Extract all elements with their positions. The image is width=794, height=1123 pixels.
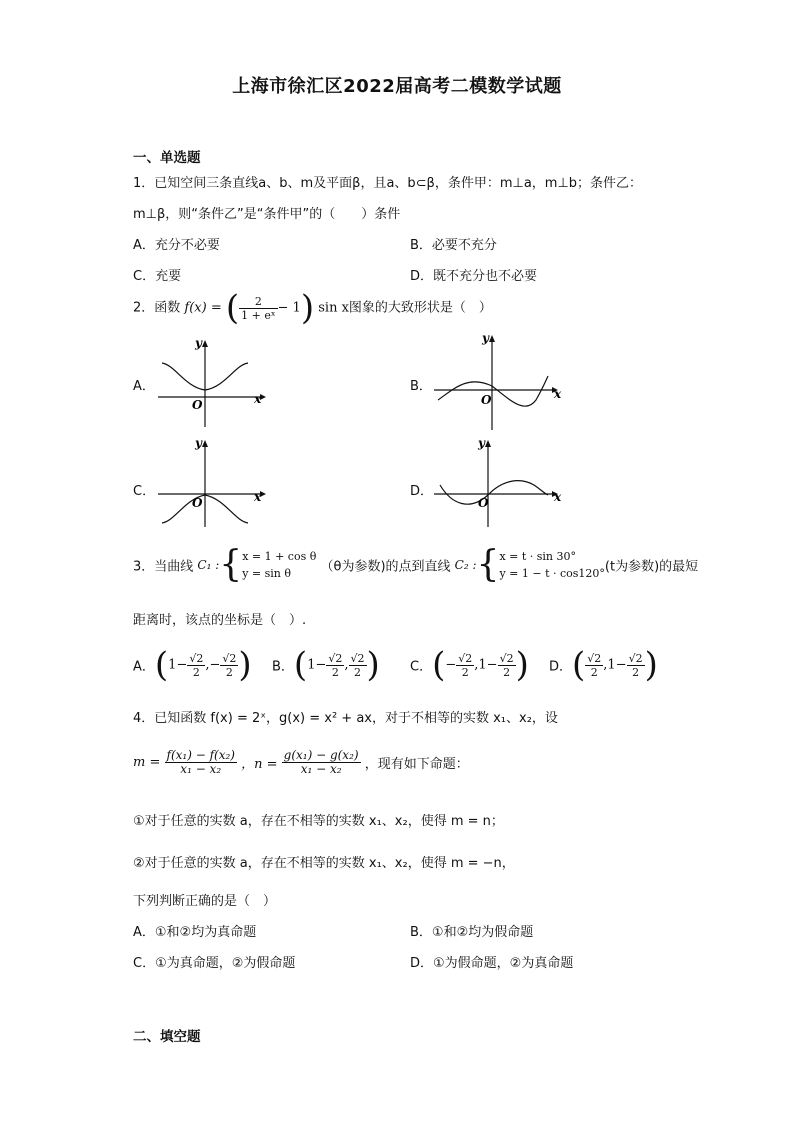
graph-a-x-label: x [254,392,262,406]
question-2-prefix: 2．函数 [133,300,181,316]
question-3-c2-eq2: y = 1 − t · cos120° [499,567,605,580]
question-3-option-b[interactable]: B．(1− $\frac{√2}{2}$ , $\frac{√2}{2}$ ) [272,645,380,685]
question-3-c2: C₂ : [454,558,477,572]
question-1-option-d[interactable]: D．既不充分也不必要 [410,269,538,284]
question-4-m-num: f(x₁) − f(x₂) [166,748,235,762]
question-1-option-b[interactable]: B．必要不充分 [410,238,497,253]
graph-d-y-label: y [478,436,485,450]
question-2-minus-one: − 1 [277,300,301,316]
question-2-frac-den: 1 + eˣ [241,308,276,322]
question-3-prefix: 3．当曲线 [133,559,194,575]
graph-a-origin-label: O [192,398,203,412]
question-4-n-den: x₁ − x₂ [300,762,342,776]
question-4-m-n-definition [133,749,469,776]
question-1-option-a[interactable]: A．充分不必要 [133,238,220,253]
graph-c-origin-label: O [192,496,203,510]
question-4-option-a[interactable]: A．①和②均为真命题 [133,925,257,940]
question-3-line2: 距离时，该点的坐标是（ ）. [133,613,307,628]
question-2-frac-num: 2 [239,295,277,309]
graph-c-x-label: x [254,490,262,504]
question-3-c1: C₁ : [197,558,220,572]
graph-c-y-label: y [195,436,202,450]
section-heading-single-choice: 一、单选题 [133,150,201,166]
question-1-option-c[interactable]: C．充要 [133,269,182,284]
question-2-option-b-label[interactable]: B． [410,379,432,394]
question-2-graph-b[interactable] [430,330,570,435]
question-3-mid: （θ为参数)的点到直线 [320,559,451,575]
question-4-option-b[interactable]: B．①和②均为假命题 [410,925,534,940]
question-4-m-den: x₁ − x₂ [180,762,222,776]
question-2-graph-c[interactable] [150,435,270,530]
question-2-suffix: 图象的大致形状是（ ） [348,300,492,316]
question-2-graph-a[interactable] [150,335,270,430]
question-3-c1-eq2: y = sin θ [242,567,291,580]
graph-b-origin-label: O [481,393,492,407]
question-1-text-line1: 1．已知空间三条直线a、b、m及平面β，且a、b⊂β，条件甲：m⊥a，m⊥b；条件乙： [133,176,643,191]
question-2-fx: f(x) = [184,300,222,316]
graph-b-x-label: x [554,387,562,401]
graph-d-x-label: x [554,490,562,504]
question-1-text-line2: m⊥β，则“条件乙”是“条件甲”的（ ）条件 [133,207,401,222]
question-3-suffix: (t为参数)的最短 [604,559,699,575]
question-2-option-d-label[interactable]: D． [410,484,434,499]
question-4-line1: 4．已知函数 f(x) = 2ˣ，g(x) = x² + ax，对于不相等的实数 x₁、x₂，设 [133,711,558,726]
question-2-sinx: sin x [318,300,349,316]
question-2-stem: 2．函数 f(x) = ( $\frac{2}{\text{1 + eˣ}}$ − 1) sin x图象的大致形状是（ ） [133,288,492,328]
question-4-n-num: g(x₁) − g(x₂) [283,748,359,762]
question-2-option-c-label[interactable]: C． [133,484,156,499]
question-3-stem: 3．当曲线 C₁ :{ x = 1 + cos θ y = sin θ （θ为参数)的点到直线 C₂ :{ x = t · sin 30° y = 1 − t · cos120° (t为参数)的最短 [133,544,699,585]
question-4-ask: 下列判断正确的是（ ） [133,894,277,909]
question-4-m-label: m = [133,755,161,770]
question-4-proposition-2: ②对于任意的实数 a，存在不相等的实数 x₁、x₂，使得 m = −n， [133,856,515,871]
question-3-c2-eq1: x = t · sin 30° [499,550,577,563]
question-4-n-label: ，n = [241,757,278,772]
question-3-option-c[interactable]: C．(− $\frac{√2}{2}$ ,1− $\frac{√2}{2}$ ) [410,645,529,685]
graph-d-origin-label: O [478,496,489,510]
question-2-option-a-label[interactable]: A． [133,379,155,394]
question-3-c1-eq1: x = 1 + cos θ [242,550,317,563]
question-4-line2-suffix: ，现有如下命题： [364,757,469,772]
section-heading-fill-in: 二、填空题 [133,1029,201,1045]
page-title: 上海市徐汇区2022届高考二模数学试题 [232,76,562,97]
question-4-option-c[interactable]: C．①为真命题，②为假命题 [133,956,296,971]
question-4-option-d[interactable]: D．①为假命题，②为真命题 [410,956,574,971]
question-4-proposition-1: ①对于任意的实数 a，存在不相等的实数 x₁、x₂，使得 m = n； [133,814,504,829]
graph-b-y-label: y [482,331,489,345]
graph-a-y-label: y [195,336,202,350]
question-3-option-d[interactable]: D．( $\frac{√2}{2}$ ,1− $\frac{√2}{2}$ ) [549,645,658,685]
question-2-graph-d[interactable] [430,435,570,530]
question-3-option-a[interactable]: A．(1− $\frac{√2}{2}$ ,− $\frac{√2}{2}$ ) [133,645,252,685]
